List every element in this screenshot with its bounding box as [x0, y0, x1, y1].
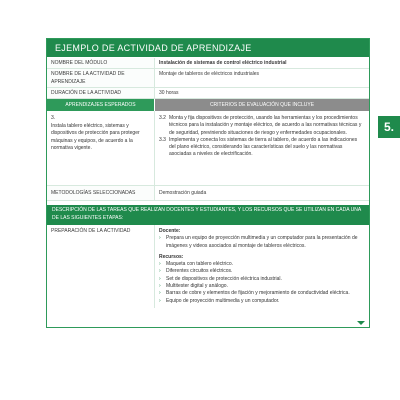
- activity-card: [46, 38, 370, 328]
- bullet-arrow-icon: ›: [159, 235, 161, 242]
- activity-name-value: Montaje de tableros de eléctricos industriales: [159, 71, 260, 77]
- chapter-number-badge: 5.: [378, 116, 400, 138]
- expected-learning-header: APRENDIZAJES ESPERADOS: [47, 99, 155, 111]
- learning-criteria-row: [47, 111, 369, 186]
- resource-item-text: Maqueta con tablero eléctrico.: [166, 261, 233, 268]
- bullet-arrow-icon: ›: [159, 283, 161, 290]
- bullet-arrow-icon: ›: [159, 275, 161, 282]
- resources-heading: Recursos:: [159, 253, 184, 260]
- resource-item: [159, 283, 365, 290]
- teacher-item: [159, 235, 365, 250]
- resource-item: [159, 261, 365, 268]
- criterion-text: Implementa y conecta los sistemas de tierra al tablero, de acuerdo a las indicaciones del plano eléctrico, considerando las características del suelo y las normativas asociadas a niveles de electrificación.: [169, 136, 358, 158]
- criteria-cell: [155, 111, 369, 185]
- continue-arrow-icon: [357, 321, 365, 325]
- preparation-row: [47, 225, 369, 308]
- module-row: [47, 58, 369, 69]
- bullet-arrow-icon: ›: [159, 261, 161, 268]
- learning-number: 3.: [51, 115, 56, 121]
- preparation-content: [155, 225, 369, 308]
- criterion-number: 3.2: [159, 115, 166, 121]
- criteria-header: CRITERIOS DE EVALUACIÓN QUE INCLUYE: [155, 99, 369, 111]
- bullet-arrow-icon: ›: [159, 268, 161, 275]
- resource-item-text: Set de dispositivos de protección eléctrica industrial.: [166, 275, 282, 282]
- learning-text: Instala tablero eléctrico, sistemas y dispositivos de protección para proteger máquinas y equipos, de acuerdo a la normativa vigente.: [51, 122, 140, 151]
- resource-item: [159, 298, 365, 305]
- methodology-label: METODOLOGÍAS SELECCIONADAS: [47, 186, 155, 200]
- resource-item: [159, 290, 365, 297]
- resource-item-text: Equipo de proyección multimedia y un computador.: [166, 297, 280, 304]
- card-title: EJEMPLO DE ACTIVIDAD DE APRENDIZAJE: [47, 39, 369, 57]
- duration-value: 30 horas: [159, 90, 179, 96]
- bullet-arrow-icon: ›: [159, 297, 161, 304]
- methodology-row: [47, 186, 369, 201]
- criterion-item: [159, 115, 365, 137]
- teacher-item-text: Prepara un equipo de proyección multimedia y un computador para la presentación de imágenes y videos asociados al montaje de tableros eléctricos.: [166, 235, 358, 249]
- resource-item-text: Diferentes circuitos eléctricos.: [166, 268, 233, 275]
- duration-label: DURACIÓN DE LA ACTIVIDAD: [47, 88, 155, 98]
- resource-item: [159, 276, 365, 283]
- activity-name-row: [47, 69, 369, 88]
- teacher-heading: Docente:: [159, 228, 181, 234]
- column-headers: [47, 99, 369, 111]
- resource-item-text: Multitester digital y análogo.: [166, 283, 228, 290]
- criterion-item: [159, 137, 365, 159]
- duration-row: [47, 88, 369, 99]
- resource-item: [159, 268, 365, 275]
- methodology-value: Demostración guiada: [159, 190, 207, 196]
- expected-learning-cell: [47, 111, 155, 185]
- module-label: NOMBRE DEL MÓDULO: [47, 58, 155, 68]
- resource-item-text: Barras de cobre y elementos de fijación y mejoramiento de conductividad eléctrica.: [166, 290, 350, 297]
- activity-name-label: NOMBRE DE LA ACTIVIDAD DE APRENDIZAJE: [47, 69, 155, 87]
- bullet-arrow-icon: ›: [159, 290, 161, 297]
- criterion-text: Monta y fija dispositivos de protección, usando las herramientas y los procedimientos técnicos para la instalación y montaje eléctrico, de acuerdo a las normativas técnicas y de seguridad, previniendo situaciones de riesgo y enfermedades ocupacionales.: [169, 115, 362, 136]
- description-banner: DESCRIPCIÓN DE LAS TAREAS QUE REALIZAN DOCENTES Y ESTUDIANTES, Y LOS RECURSOS QUE SE UTILIZAN EN CADA UNA DE LAS SIGUIENTES ETAPAS:: [47, 205, 369, 225]
- preparation-label: PREPARACIÓN DE LA ACTIVIDAD: [47, 225, 155, 308]
- module-value: Instalación de sistemas de control eléctrico industrial: [159, 60, 287, 66]
- criterion-number: 3.3: [159, 136, 166, 143]
